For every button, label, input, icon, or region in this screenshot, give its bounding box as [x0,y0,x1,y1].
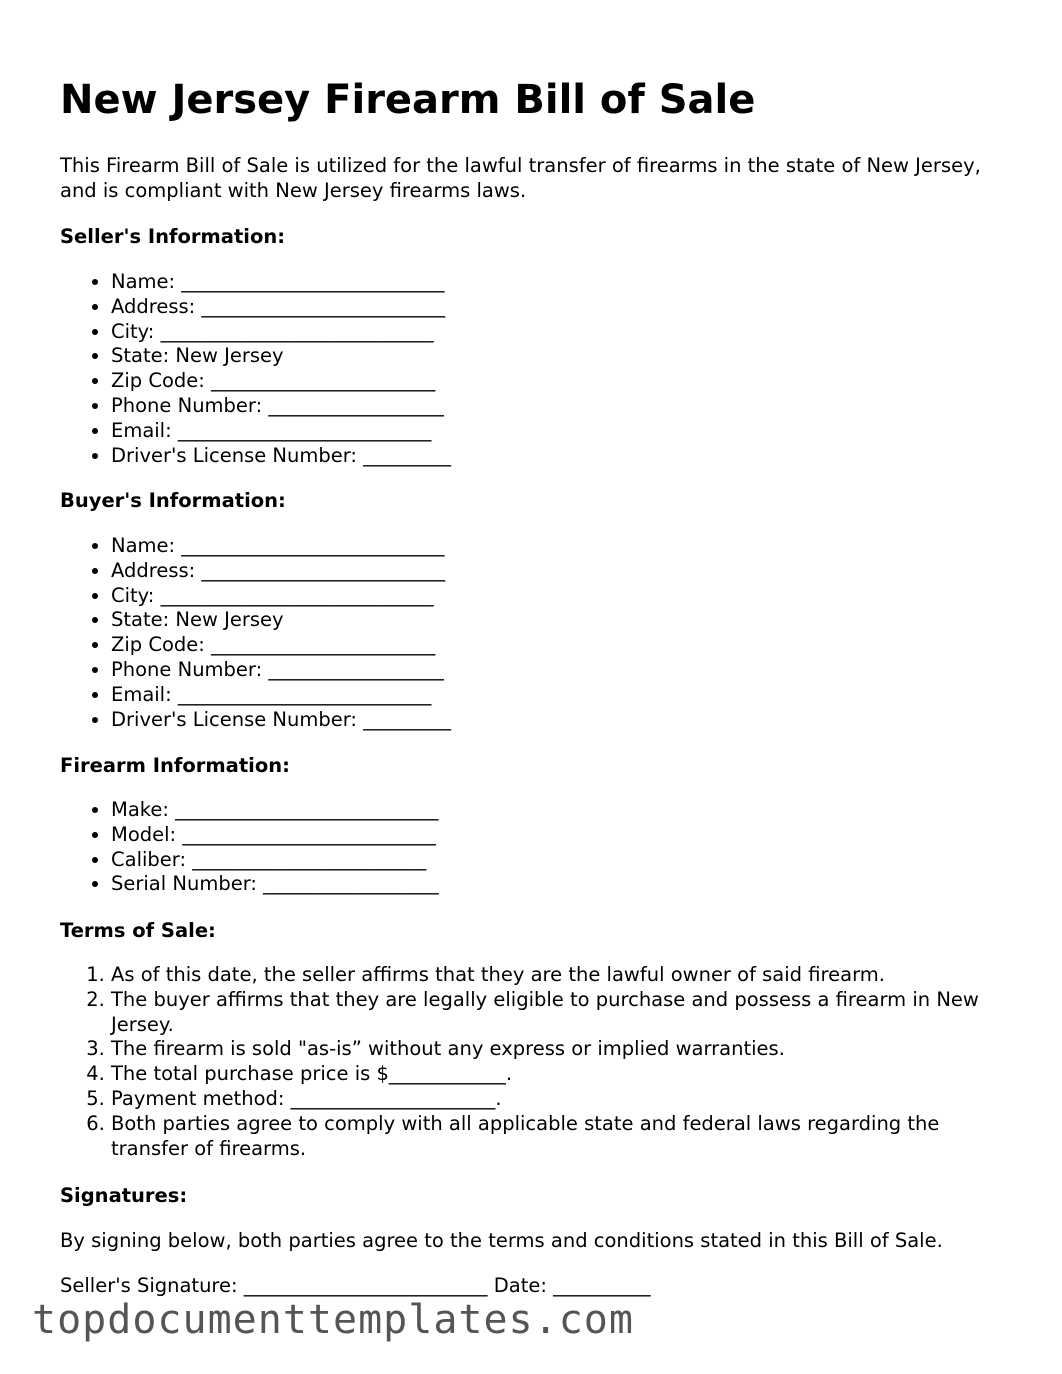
buyer-zip-field[interactable]: • Zip Code: _______________________ [111,633,451,658]
firearm-caliber-field[interactable]: • Caliber: ________________________ [111,848,439,873]
seller-signature-line[interactable]: Seller's Signature: _________________________ Date: __________ [60,1274,651,1297]
term-item-price[interactable]: 4. The total purchase price is $____________. [111,1062,991,1087]
firearm-field-list [60,798,439,897]
seller-zip-field[interactable]: • Zip Code: _______________________ [111,369,451,394]
buyer-heading: Buyer's Information: [60,489,286,512]
terms-heading: Terms of Sale: [60,919,216,942]
buyer-state-field: • State: New Jersey [111,608,451,633]
term-item: 6. Both parties agree to comply with all applicable state and federal laws regarding the transfer of firearms. [111,1112,991,1162]
terms-list [60,963,991,1161]
term-item: 3. The firearm is sold "as-is” without any express or implied warranties. [111,1037,991,1062]
intro-paragraph: This Firearm Bill of Sale is utilized for the lawful transfer of firearms in the state of New Jersey, and is compliant with New Jersey firearms laws. [60,154,981,202]
buyer-address-field[interactable]: • Address: _________________________ [111,559,451,584]
firearm-make-field[interactable]: • Make: ___________________________ [111,798,439,823]
firearm-heading: Firearm Information: [60,754,290,777]
buyer-email-field[interactable]: • Email: __________________________ [111,683,451,708]
seller-license-field[interactable]: • Driver's License Number: _________ [111,444,451,469]
seller-heading: Seller's Information: [60,225,286,248]
term-item: 2. The buyer affirms that they are legally eligible to purchase and possess a firearm in New Jersey. [111,988,991,1038]
seller-field-list [60,270,451,468]
document-title: New Jersey Firearm Bill of Sale [60,77,756,123]
seller-email-field[interactable]: • Email: __________________________ [111,419,451,444]
buyer-phone-field[interactable]: • Phone Number: __________________ [111,658,451,683]
buyer-city-field[interactable]: • City: ____________________________ [111,584,451,609]
term-item-payment-method[interactable]: 5. Payment method: _____________________. [111,1087,991,1112]
firearm-serial-field[interactable]: • Serial Number: __________________ [111,872,439,897]
seller-state-field: • State: New Jersey [111,344,451,369]
signatures-heading: Signatures: [60,1184,188,1207]
site-watermark: topdocumenttemplates.com [32,1297,634,1343]
seller-phone-field[interactable]: • Phone Number: __________________ [111,394,451,419]
seller-address-field[interactable]: • Address: _________________________ [111,295,451,320]
buyer-license-field[interactable]: • Driver's License Number: _________ [111,708,451,733]
term-item: 1. As of this date, the seller affirms that they are the lawful owner of said firearm. [111,963,991,988]
buyer-field-list [60,534,451,732]
firearm-model-field[interactable]: • Model: __________________________ [111,823,439,848]
seller-city-field[interactable]: • City: ____________________________ [111,320,451,345]
buyer-name-field[interactable]: • Name: ___________________________ [111,534,451,559]
seller-name-field[interactable]: • Name: ___________________________ [111,270,451,295]
signatures-statement: By signing below, both parties agree to the terms and conditions stated in this Bill of Sale. [60,1229,943,1252]
